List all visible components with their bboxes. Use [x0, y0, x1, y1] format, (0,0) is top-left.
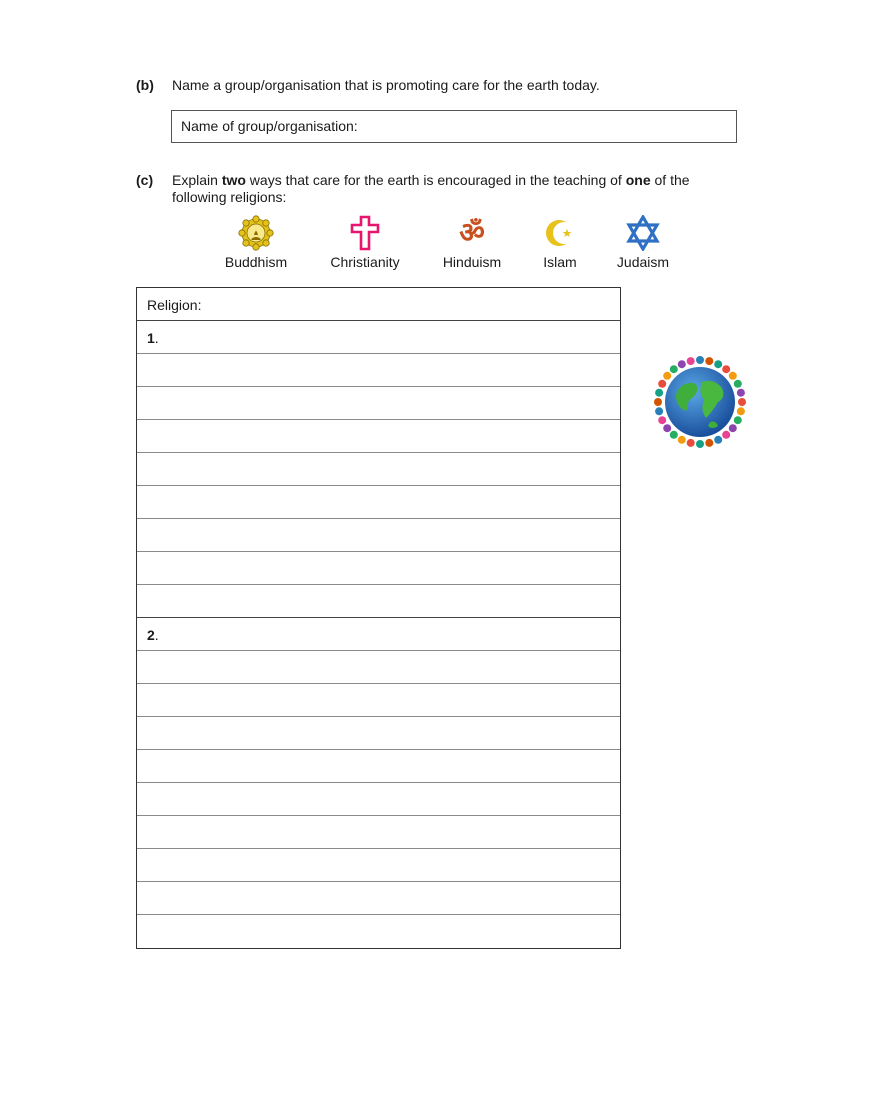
dharma-wheel-icon	[216, 214, 296, 252]
question-c-text-part: of the	[650, 172, 690, 188]
child-figure	[734, 416, 742, 424]
religion-hinduism	[432, 214, 512, 270]
child-figure	[678, 436, 686, 444]
religion-label: Hinduism	[442, 254, 502, 270]
question-c-text-part: ways that care for the earth is encouraged in the teaching of	[245, 172, 626, 188]
point-1-row[interactable]: 1.	[137, 321, 620, 354]
religion-islam	[530, 214, 590, 270]
child-figure	[722, 431, 730, 439]
answer-line[interactable]	[137, 816, 620, 849]
answer-line[interactable]	[137, 750, 620, 783]
religion-label: Buddhism	[224, 254, 288, 270]
answer-line[interactable]	[137, 585, 620, 618]
organisation-box-label: Name of group/organisation:	[181, 118, 358, 134]
question-c-label: (c)	[136, 172, 154, 188]
child-figure	[714, 360, 722, 368]
child-figure	[705, 439, 713, 447]
child-figure	[663, 424, 671, 432]
child-figure	[663, 372, 671, 380]
child-figure	[729, 424, 737, 432]
child-figure	[722, 365, 730, 373]
question-c-text	[172, 172, 732, 206]
child-figure	[714, 436, 722, 444]
answer-line[interactable]	[137, 453, 620, 486]
question-b-text: Name a group/organisation that is promoting care for the earth today.	[172, 77, 600, 93]
cross-icon	[322, 214, 408, 252]
question-c-emphasis-two: two	[221, 172, 246, 188]
point-1-number: 1	[147, 330, 155, 346]
religion-row[interactable]	[137, 288, 620, 321]
child-figure	[670, 365, 678, 373]
answer-line[interactable]	[137, 684, 620, 717]
child-figure	[687, 357, 695, 365]
question-c-emphasis-one: one	[625, 172, 651, 188]
answer-table	[136, 287, 621, 949]
child-figure	[729, 372, 737, 380]
answer-line[interactable]	[137, 849, 620, 882]
organisation-answer-box[interactable]	[171, 110, 737, 143]
question-c-text-part: Explain	[172, 172, 222, 188]
answer-line[interactable]	[137, 420, 620, 453]
globe-children-illustration	[648, 352, 752, 452]
answer-line[interactable]	[137, 717, 620, 750]
child-figure	[696, 440, 704, 448]
child-figure	[687, 439, 695, 447]
answer-line[interactable]	[137, 882, 620, 915]
child-figure	[734, 380, 742, 388]
answer-line[interactable]	[137, 354, 620, 387]
om-icon: ॐ	[459, 216, 485, 249]
point-2-number: 2	[147, 627, 155, 643]
child-figure	[655, 389, 663, 397]
child-figure	[696, 356, 704, 364]
child-figure	[658, 416, 666, 424]
star-of-david-icon	[608, 214, 678, 252]
religion-label: Judaism	[616, 254, 670, 270]
child-figure	[737, 389, 745, 397]
religion-christianity	[322, 214, 408, 270]
child-figure	[654, 398, 662, 406]
answer-line[interactable]	[137, 915, 620, 948]
question-b-label: (b)	[136, 77, 154, 93]
point-2-row[interactable]: 2.	[137, 618, 620, 651]
religion-label: Christianity	[330, 254, 400, 270]
child-figure	[705, 357, 713, 365]
answer-line[interactable]	[137, 486, 620, 519]
religion-buddhism	[216, 214, 296, 270]
child-figure	[655, 407, 663, 415]
religion-field-label: Religion:	[147, 297, 202, 313]
answer-line[interactable]	[137, 783, 620, 816]
child-figure	[670, 431, 678, 439]
child-figure	[737, 407, 745, 415]
child-figure	[678, 360, 686, 368]
religion-judaism	[608, 214, 678, 270]
religion-label: Islam	[543, 254, 577, 270]
question-c-text-line2: following religions:	[172, 189, 287, 205]
child-figure	[738, 398, 746, 406]
crescent-star-icon	[530, 214, 590, 252]
answer-line[interactable]	[137, 387, 620, 420]
child-figure	[658, 380, 666, 388]
answer-line[interactable]	[137, 651, 620, 684]
answer-line[interactable]	[137, 552, 620, 585]
answer-line[interactable]	[137, 519, 620, 552]
